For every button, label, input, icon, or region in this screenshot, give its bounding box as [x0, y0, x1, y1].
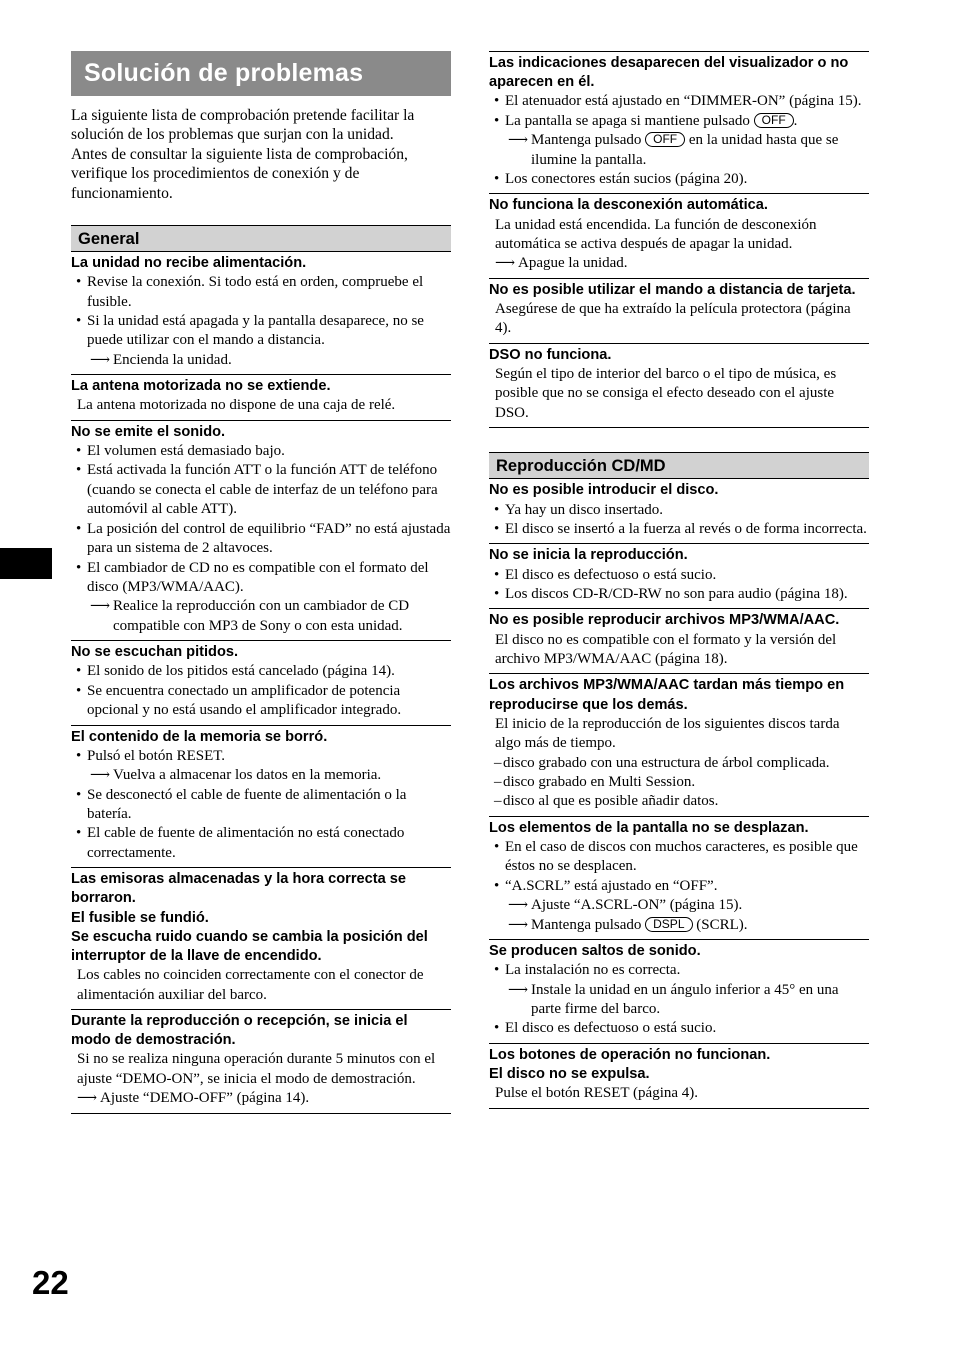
- problem-heading: Las emisoras almacenadas y la hora correcta se borraron.: [71, 871, 407, 907]
- dash-item: – disco grabado en Multi Session.: [489, 773, 869, 792]
- troubleshoot-item: [71, 1010, 451, 1114]
- left-column: [71, 51, 451, 1114]
- cause-bullet: • El cable de fuente de alimentación no está conectado correctamente.: [71, 824, 451, 863]
- arrow-right-icon: ⟶: [508, 133, 529, 149]
- right-column: [489, 51, 869, 1109]
- remedy-text: Vuelva a almacenar los datos en la memoria.: [113, 767, 382, 784]
- page-title: Solución de problemas: [71, 51, 451, 96]
- problem-heading: DSO no funciona.: [489, 346, 612, 363]
- arrow-right-icon: ⟶: [508, 898, 529, 914]
- dash-item: – disco al que es posible añadir datos.: [489, 792, 869, 811]
- troubleshoot-item: [489, 194, 869, 278]
- problem-heading: No se escuchan pitidos.: [71, 644, 239, 661]
- troubleshoot-item: [489, 1044, 869, 1109]
- remedy: [489, 896, 869, 915]
- answer-text: La unidad está encendida. La función de desconexión automática se activa después de apagar la unidad.: [495, 216, 817, 253]
- troubleshoot-item: [489, 817, 869, 940]
- section-tab-marker: [0, 548, 52, 579]
- page-number: 22: [32, 1264, 69, 1301]
- remedy-text: Realice la reproducción con un cambiador de CD compatible con MP3 de Sony o con esta unidad.: [113, 598, 410, 634]
- cause-bullet: [489, 112, 869, 131]
- troubleshoot-item: [71, 641, 451, 725]
- cause-bullet: • El cambiador de CD no es compatible con el formato del disco (MP3/WMA/AAC).: [71, 559, 451, 598]
- troubleshoot-item: [489, 609, 869, 674]
- cause-bullet: • El disco es defectuoso o está sucio.: [489, 1019, 869, 1038]
- remedy-text: Mantenga pulsado: [531, 132, 642, 149]
- answer-text: Según el tipo de interior del barco o el tipo de música, es posible que no se consiga el efecto deseado con el ajuste DSO.: [495, 366, 837, 421]
- remedy: [71, 351, 451, 370]
- arrow-right-icon: ⟶: [495, 256, 516, 272]
- problem-heading: No se inicia la reproducción.: [489, 547, 688, 564]
- troubleshoot-item: [489, 674, 869, 816]
- remedy-text: Instale la unidad en un ángulo inferior a 45° en una parte firme del barco.: [531, 981, 839, 1018]
- cause-text-end: .: [793, 112, 798, 129]
- section-heading-cdmd: Reproducción CD/MD: [489, 452, 869, 479]
- cause-bullet: • Revise la conexión. Si todo está en orden, compruebe el fusible.: [71, 273, 451, 312]
- remedy: [489, 131, 869, 170]
- cause-bullet: • La posición del control de equilibrio “FAD” no está ajustada para un sistema de 2 altavoces.: [71, 520, 451, 559]
- section-heading-general: General: [71, 225, 451, 252]
- remedy-text: Ajuste “A.SCRL-ON” (página 15).: [531, 897, 743, 914]
- answer-text: Pulse el botón RESET (página 4).: [495, 1085, 699, 1102]
- intro-paragraph: Antes de consultar la siguiente lista de comprobación, verifique los procedimientos de conexión y de funcionamiento.: [71, 145, 408, 202]
- cause-bullet: • Ya hay un disco insertado.: [489, 501, 869, 520]
- cause-bullet: • El sonido de los pitidos está cancelado (página 14).: [71, 662, 451, 681]
- off-key-icon: OFF: [645, 132, 685, 147]
- problem-heading: No es posible reproducir archivos MP3/WMA/AAC.: [489, 612, 840, 629]
- cause-bullet: • El atenuador está ajustado en “DIMMER-ON” (página 15).: [489, 92, 869, 111]
- arrow-right-icon: ⟶: [90, 352, 111, 368]
- cause-bullet: • Si la unidad está apagada y la pantalla desaparece, no se puede utilizar con el mando a distancia.: [71, 312, 451, 351]
- problem-heading: No es posible utilizar el mando a distancia de tarjeta.: [489, 281, 856, 298]
- answer-text: Los cables no coinciden correctamente con el conector de alimentación auxiliar del barco.: [77, 967, 424, 1003]
- cause-bullet: • Se desconectó el cable de fuente de alimentación o la batería.: [71, 786, 451, 825]
- cause-bullet: • Los discos CD-R/CD-RW no son para audio (página 18).: [489, 585, 869, 604]
- problem-heading: Se escucha ruido cuando se cambia la posición del interruptor de la llave de encendido.: [71, 928, 428, 965]
- problem-heading: Los archivos MP3/WMA/AAC tardan más tiempo en reproducirse que los demás.: [489, 677, 845, 713]
- troubleshoot-item: [71, 375, 451, 421]
- remedy: [489, 916, 869, 935]
- cause-bullet: • En el caso de discos con muchos caracteres, es posible que éstos no se desplacen.: [489, 838, 869, 877]
- problem-heading: Durante la reproducción o recepción, se inicia el modo de demostración.: [71, 1013, 408, 1049]
- remedy: [71, 597, 451, 636]
- cause-bullet: • Pulsó el botón RESET.: [71, 747, 451, 766]
- answer-text: El inicio de la reproducción de los siguientes discos tarda algo más de tiempo.: [495, 715, 840, 752]
- cause-text: La pantalla se apaga si mantiene pulsado: [505, 112, 750, 129]
- remedy: [489, 254, 869, 273]
- dash-item: – disco grabado con una estructura de árbol complicada.: [489, 754, 869, 773]
- cause-bullet: • El disco se insertó a la fuerza al revés o de forma incorrecta.: [489, 520, 869, 539]
- dspl-key-icon: DSPL: [645, 917, 692, 932]
- cause-bullet: • El volumen está demasiado bajo.: [71, 442, 451, 461]
- remedy: [489, 981, 869, 1020]
- troubleshoot-item: [489, 940, 869, 1044]
- problem-heading: La antena motorizada no se extiende.: [71, 378, 331, 395]
- cause-bullet: • Los conectores están sucios (página 20).: [489, 170, 869, 189]
- cause-bullet: • El disco es defectuoso o está sucio.: [489, 566, 869, 585]
- troubleshoot-item: [71, 726, 451, 869]
- problem-heading: Las indicaciones desaparecen del visualizador o no aparecen en él.: [489, 55, 849, 91]
- problem-heading: El fusible se fundió.: [71, 909, 209, 926]
- arrow-right-icon: ⟶: [90, 768, 111, 784]
- troubleshoot-item: [489, 279, 869, 344]
- cause-bullet: • Está activada la función ATT o la función ATT de teléfono (cuando se conecta el cable de interfaz de un teléfono para automóvil al cable ATT).: [71, 461, 451, 519]
- troubleshoot-item: [71, 252, 451, 375]
- problem-heading: No es posible introducir el disco.: [489, 482, 719, 499]
- arrow-right-icon: ⟶: [508, 982, 529, 998]
- troubleshoot-item: [489, 544, 869, 609]
- problem-heading: La unidad no recibe alimentación.: [71, 255, 307, 272]
- problem-heading: No se emite el sonido.: [71, 423, 226, 440]
- troubleshoot-item: [71, 421, 451, 641]
- problem-heading: Se producen saltos de sonido.: [489, 943, 701, 960]
- arrow-right-icon: ⟶: [90, 599, 111, 615]
- troubleshoot-item: [71, 868, 451, 1010]
- intro-paragraph: La siguiente lista de comprobación pretende facilitar la solución de los problemas que surjan con la unidad.: [71, 107, 415, 144]
- cause-bullet: • “A.SCRL” está ajustado en “OFF”.: [489, 877, 869, 896]
- intro: [71, 106, 451, 203]
- remedy-text: Mantenga pulsado: [531, 916, 642, 933]
- answer-text: El disco no es compatible con el formato y la versión del archivo MP3/WMA/AAC (página 18).: [495, 631, 837, 667]
- cause-bullet: • Se encuentra conectado un amplificador de potencia opcional y no está usando el amplificador integrado.: [71, 682, 451, 721]
- remedy-text: Apague la unidad.: [518, 255, 628, 272]
- problem-heading: Los elementos de la pantalla no se desplazan.: [489, 819, 809, 836]
- cause-bullet: • La instalación no es correcta.: [489, 961, 869, 980]
- answer-text: Asegúrese de que ha extraído la película protectora (página 4).: [495, 301, 851, 337]
- troubleshoot-item: [489, 479, 869, 544]
- problem-heading: El contenido de la memoria se borró.: [71, 728, 328, 745]
- troubleshoot-item: [489, 51, 869, 194]
- answer-text: La antena motorizada no dispone de una caja de relé.: [77, 397, 396, 414]
- troubleshoot-item: [489, 344, 869, 428]
- arrow-right-icon: ⟶: [77, 1091, 98, 1107]
- remedy-text: Encienda la unidad.: [113, 351, 232, 368]
- answer-text: Si no se realiza ninguna operación durante 5 minutos con el ajuste “DEMO-ON”, se inicia el modo de demostración.: [77, 1051, 436, 1087]
- problem-heading: El disco no se expulsa.: [489, 1066, 650, 1083]
- arrow-right-icon: ⟶: [508, 917, 529, 933]
- remedy: [71, 1089, 451, 1108]
- remedy-text-end: (SCRL).: [696, 916, 748, 933]
- problem-heading: No funciona la desconexión automática.: [489, 197, 768, 214]
- remedy-text: Ajuste “DEMO-OFF” (página 14).: [100, 1090, 310, 1107]
- remedy-text-end: en la unidad hasta que se ilumine la pantalla.: [531, 132, 839, 168]
- problem-heading: Los botones de operación no funcionan.: [489, 1046, 771, 1063]
- remedy: [71, 766, 451, 785]
- off-key-icon: OFF: [754, 113, 794, 128]
